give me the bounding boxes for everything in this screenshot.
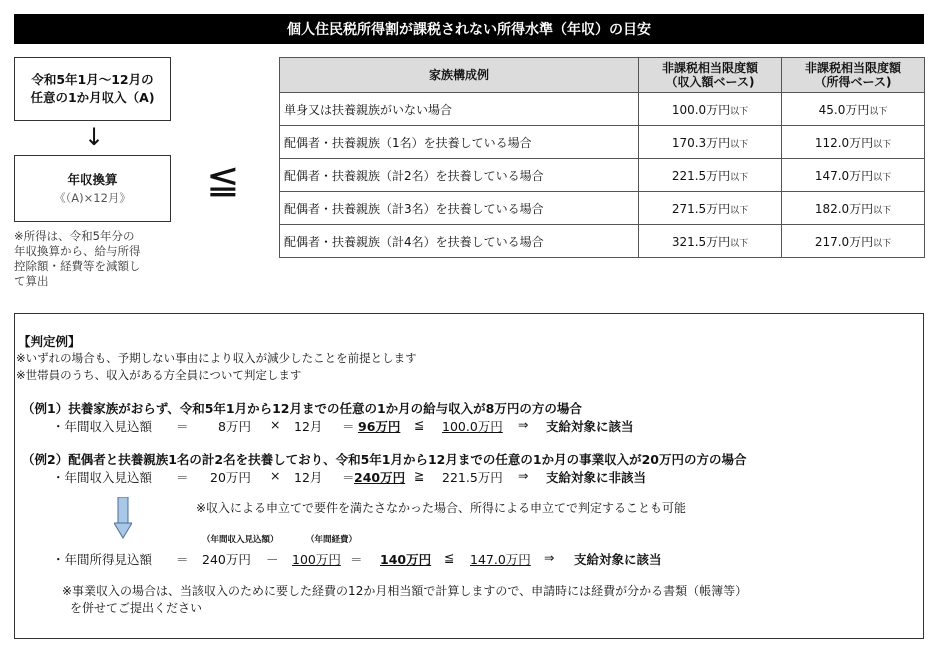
equals-sign: ＝ [176,419,189,434]
income-limit-cell: 100.0万円以下 [639,93,782,126]
judgment-heading: 【判定例】 [18,334,81,349]
less-or-equal-symbol: ≦ [206,157,240,203]
implies-sign: ⇒ [518,468,529,483]
income-limit-cell: 170.3万円以下 [639,126,782,159]
equals-sign: ＝ [176,470,189,485]
example1-conclusion: 支給対象に該当 [546,419,634,434]
example2-title: （例2）配偶者と扶養親族1名の計2名を扶養しており、令和5年1月から12月までの任意の1か月の事業収入が20万円の方の場合 [22,452,747,467]
income-note [14,229,174,289]
header-earnings-limit [782,58,925,93]
compare-sign: ≦ [444,550,455,565]
annual-conversion-box [14,155,171,222]
example1-label: ・年間収入見込額 [52,419,153,434]
caption-annual-income: （年間収入見込額） [202,535,279,545]
earnings-limit-cell: 182.0万円以下 [782,192,925,225]
compare-sign: ≦ [414,417,425,432]
header-income-line2: （収入額ベース) [665,75,755,89]
example1-title: （例1）扶養家族がおらず、令和5年1月から12月までの任意の1か月の給与収入が8万円の方の場合 [22,401,582,416]
example2-note: ※収入による申立てで要件を満たさなかった場合、所得による申立てで判定することも可能 [196,501,687,515]
down-arrow-icon [114,497,132,539]
income-limit-cell: 321.5万円以下 [639,225,782,258]
table-row [280,159,925,192]
income-limit-cell: 221.5万円以下 [639,159,782,192]
example2-earnings-result: 140万円 [380,552,432,567]
down-arrow-icon: ↓ [84,123,105,151]
equals-sign: ＝ [176,552,189,567]
family-cell: 配偶者・扶養親族（1名）を扶養している場合 [280,126,639,159]
equals-sign: ＝ [342,470,355,485]
family-cell: 配偶者・扶養親族（計3名）を扶養している場合 [280,192,639,225]
implies-sign: ⇒ [544,550,555,565]
minus-sign: － [266,552,279,567]
annual-conversion-formula: 《（A)×12月》 [54,190,131,205]
header-earnings-line2: （所得ベース) [814,75,892,89]
income-limit-cell: 271.5万円以下 [639,192,782,225]
example2-earnings-limit: 147.0万円 [470,552,531,567]
example2-limit: 221.5万円 [442,470,503,485]
annual-conversion-label: 年収換算 [67,171,118,187]
table-row [280,225,925,258]
judgment-note-2: ※世帯員のうち、収入がある方全員について判定します [16,368,302,382]
monthly-income-box [14,57,171,121]
family-cell: 単身又は扶養親族がいない場合 [280,93,639,126]
example1-result: 96万円 [358,419,401,434]
header-income-line1: 非課税相当限度額 [661,61,758,75]
example1-months: 12月 [294,419,323,434]
judgment-note-1: ※いずれの場合も、予期しない事由により収入が減少したことを前提とします [16,351,417,365]
earnings-limit-cell: 217.0万円以下 [782,225,925,258]
header-family: 家族構成例 [280,58,639,93]
page-title: 個人住民税所得割が課税されない所得水準（年収）の目安 [14,14,924,44]
monthly-income-line2: 任意の1か月収入（A) [30,90,155,105]
table-header-row [280,58,925,93]
table-row [280,93,925,126]
income-note-line: て算出 [14,274,49,288]
equals-sign: ＝ [342,419,355,434]
earnings-limit-cell: 112.0万円以下 [782,126,925,159]
compare-sign: ≧ [414,468,425,483]
example2-income-label: ・年間所得見込額 [52,552,153,567]
implies-sign: ⇒ [518,417,529,432]
earnings-limit-cell: 45.0万円以下 [782,93,925,126]
example2-conclusion: 支給対象に非該当 [546,470,647,485]
footnote-line1: ※事業収入の場合は、当該収入のために要した経費の12か月相当額で計算しますので、申請時には経費が分かる書類（帳簿等） [62,584,748,598]
example2-result: 240万円 [354,470,406,485]
annual-expense-value: 100万円 [292,552,341,567]
family-cell: 配偶者・扶養親族（計2名）を扶養している場合 [280,159,639,192]
family-cell: 配偶者・扶養親族（計4名）を扶養している場合 [280,225,639,258]
example2-label: ・年間収入見込額 [52,470,153,485]
monthly-income-line1: 令和5年1月～12月の [31,72,154,87]
annual-income-value: 240万円 [202,552,251,567]
example2-monthly: 20万円 [210,470,251,485]
example2-earnings-conclusion: 支給対象に該当 [574,552,662,567]
equals-sign: ＝ [350,552,363,567]
times-sign: × [270,468,281,483]
income-note-line: 年収換算から、給与所得 [14,244,141,258]
example1-monthly: 8万円 [218,419,251,434]
income-note-line: 控除額・経費等を減額し [14,259,141,273]
header-income-limit [639,58,782,93]
table-row [280,126,925,159]
income-note-line: ※所得は、令和5年分の [14,229,135,243]
table-row [280,192,925,225]
header-earnings-line1: 非課税相当限度額 [804,61,901,75]
earnings-limit-cell: 147.0万円以下 [782,159,925,192]
times-sign: × [270,417,281,432]
caption-annual-expense: （年間経費） [306,535,358,545]
footnote-line2: を併せてご提出ください [70,601,203,615]
example1-limit: 100.0万円 [442,419,503,434]
example2-months: 12月 [294,470,323,485]
threshold-table [279,57,925,258]
